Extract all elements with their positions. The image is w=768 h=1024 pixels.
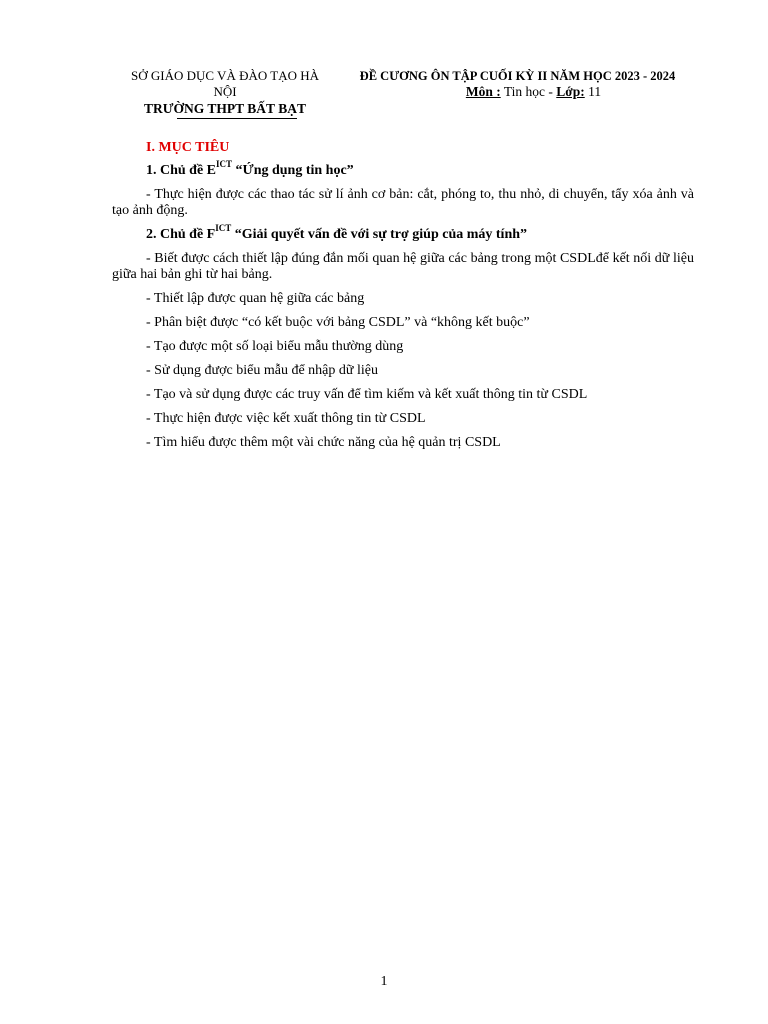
topic-2-superscript: ICT xyxy=(215,223,232,234)
list-item: - Tìm hiểu được thêm một vài chức năng của hệ quản trị CSDL xyxy=(146,435,501,450)
header-left xyxy=(120,68,330,119)
subject-value: Tin học - xyxy=(500,84,557,99)
topic-2-paragraph: - Biết được cách thiết lập đúng đắn mối quan hệ giữa các bảng trong một CSDLđể kết nối dữ liệu giữa hai bản ghi từ hai bảng. xyxy=(112,251,694,282)
topic-1-name: “Ứng dụng tin học” xyxy=(232,163,354,178)
department-line-2: NỘI xyxy=(213,84,237,99)
department-line-1: SỞ GIÁO DỤC VÀ ĐÀO TẠO HÀ xyxy=(130,68,320,83)
list-item: - Thiết lập được quan hệ giữa các bảng xyxy=(146,291,365,306)
topic-1-prefix: 1. Chủ đề E xyxy=(146,163,217,178)
school-name: TRƯỜNG THPT BẤT BẠT xyxy=(144,101,306,116)
grade-value: 11 xyxy=(584,84,602,99)
topic-1-heading xyxy=(112,159,694,179)
list-item: - Tạo được một số loại biểu mẫu thường dùng xyxy=(146,339,404,354)
section-title: I. MỤC TIÊU xyxy=(146,140,230,155)
grade-label: Lớp: xyxy=(556,84,585,99)
document-body xyxy=(112,140,694,459)
school-underline xyxy=(177,118,297,119)
list-item: - Phân biệt được “có kết buộc với bảng CSDL” và “không kết buộc” xyxy=(146,315,530,330)
subject-line xyxy=(356,84,711,100)
topic-2-heading xyxy=(112,223,694,243)
list-item: - Sử dụng được biểu mẫu để nhập dữ liệu xyxy=(146,363,378,378)
list-item: - Tạo và sử dụng được các truy vấn để tìm kiếm và kết xuất thông tin từ CSDL xyxy=(146,387,588,402)
subject-label: Môn : xyxy=(465,84,501,99)
document-title: ĐỀ CƯƠNG ÔN TẬP CUỐI KỲ II NĂM HỌC 2023 - 2024 xyxy=(359,69,676,83)
list-item: - Thực hiện được việc kết xuất thông tin từ CSDL xyxy=(146,411,426,426)
topic-2-name: “Giải quyết vấn đề với sự trợ giúp của máy tính” xyxy=(231,227,528,242)
topic-2-prefix: 2. Chủ đề F xyxy=(146,227,216,242)
topic-1-paragraph: - Thực hiện được các thao tác sử lí ảnh cơ bản: cắt, phóng to, thu nhỏ, di chuyển, tẩy xóa ảnh và tạo ảnh động. xyxy=(112,187,694,218)
topic-1-superscript: ICT xyxy=(216,159,233,170)
page-number: 1 xyxy=(380,974,388,989)
header-right xyxy=(340,68,695,100)
